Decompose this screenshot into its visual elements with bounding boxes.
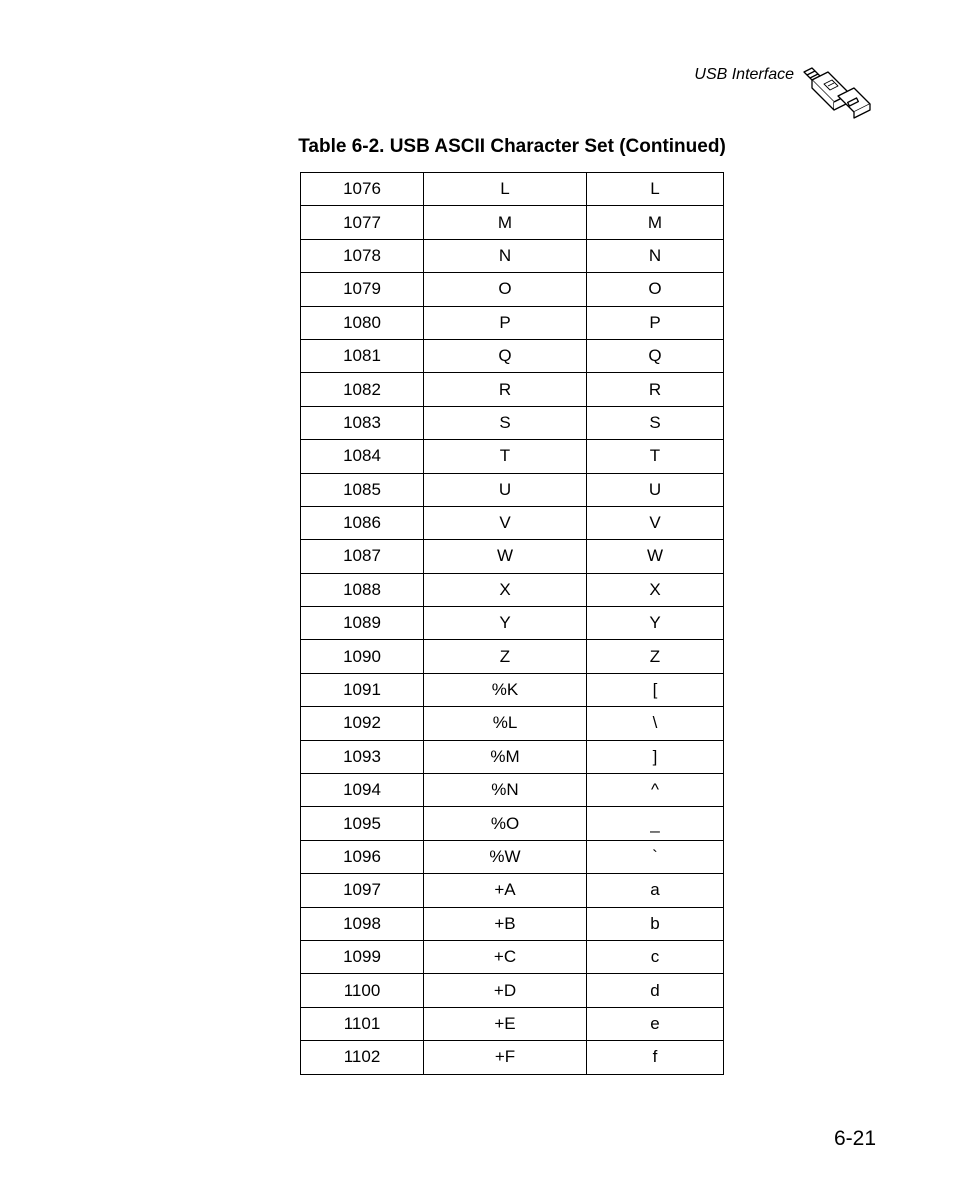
ascii-value-cell: 1101 (301, 1007, 424, 1040)
table-row (301, 306, 724, 339)
ascii-value-cell: 1091 (301, 673, 424, 706)
ascii-value-cell: 1078 (301, 239, 424, 272)
character-cell: d (587, 974, 724, 1007)
ascii-value-cell: 1093 (301, 740, 424, 773)
character-cell: L (587, 173, 724, 206)
ascii-value-cell: 1086 (301, 506, 424, 539)
table-row (301, 406, 724, 439)
table-row (301, 440, 724, 473)
keystroke-cell: %K (424, 673, 587, 706)
keystroke-cell: Y (424, 607, 587, 640)
running-head-title: USB Interface (694, 66, 794, 83)
keystroke-cell: +E (424, 1007, 587, 1040)
character-cell: O (587, 273, 724, 306)
table-row (301, 840, 724, 873)
ascii-value-cell: 1083 (301, 406, 424, 439)
table-row (301, 807, 724, 840)
table-row (301, 740, 724, 773)
keystroke-cell: %W (424, 840, 587, 873)
character-cell: Q (587, 339, 724, 372)
character-cell: X (587, 573, 724, 606)
keystroke-cell: N (424, 239, 587, 272)
ascii-value-cell: 1077 (301, 206, 424, 239)
table-row (301, 540, 724, 573)
keystroke-cell: %O (424, 807, 587, 840)
table-row (301, 339, 724, 372)
table-row (301, 206, 724, 239)
keystroke-cell: Z (424, 640, 587, 673)
character-cell: ] (587, 740, 724, 773)
ascii-value-cell: 1097 (301, 874, 424, 907)
keystroke-cell: Q (424, 339, 587, 372)
page-number: 6-21 (833, 1127, 876, 1150)
table-row (301, 774, 724, 807)
keystroke-cell: M (424, 206, 587, 239)
character-cell: ^ (587, 774, 724, 807)
character-cell: e (587, 1007, 724, 1040)
character-cell: [ (587, 673, 724, 706)
ascii-value-cell: 1079 (301, 273, 424, 306)
table-row (301, 573, 724, 606)
ascii-value-cell: 1089 (301, 607, 424, 640)
table-row (301, 640, 724, 673)
keystroke-cell: %N (424, 774, 587, 807)
ascii-value-cell: 1076 (301, 173, 424, 206)
keystroke-cell: +B (424, 907, 587, 940)
character-cell: T (587, 440, 724, 473)
table-row (301, 506, 724, 539)
character-cell: ` (587, 840, 724, 873)
character-cell: P (587, 306, 724, 339)
keystroke-cell: U (424, 473, 587, 506)
ascii-character-table (300, 172, 724, 1075)
keystroke-cell: W (424, 540, 587, 573)
keystroke-cell: %L (424, 707, 587, 740)
character-cell: N (587, 239, 724, 272)
ascii-value-cell: 1085 (301, 473, 424, 506)
ascii-value-cell: 1092 (301, 707, 424, 740)
ascii-value-cell: 1087 (301, 540, 424, 573)
table-row (301, 974, 724, 1007)
character-cell: b (587, 907, 724, 940)
keystroke-cell: L (424, 173, 587, 206)
keystroke-cell: +A (424, 874, 587, 907)
table-row (301, 1041, 724, 1074)
table-row (301, 907, 724, 940)
ascii-value-cell: 1081 (301, 339, 424, 372)
keystroke-cell: V (424, 506, 587, 539)
ascii-value-cell: 1096 (301, 840, 424, 873)
table-row (301, 1007, 724, 1040)
character-cell: Z (587, 640, 724, 673)
character-cell: Y (587, 607, 724, 640)
character-cell: R (587, 373, 724, 406)
ascii-value-cell: 1090 (301, 640, 424, 673)
ascii-value-cell: 1100 (301, 974, 424, 1007)
character-cell: c (587, 940, 724, 973)
table-row (301, 707, 724, 740)
ascii-value-cell: 1080 (301, 306, 424, 339)
ascii-value-cell: 1094 (301, 774, 424, 807)
table-row (301, 940, 724, 973)
character-cell: V (587, 506, 724, 539)
character-cell: U (587, 473, 724, 506)
keystroke-cell: +D (424, 974, 587, 1007)
ascii-value-cell: 1102 (301, 1041, 424, 1074)
character-cell: _ (587, 807, 724, 840)
table-row (301, 673, 724, 706)
keystroke-cell: R (424, 373, 587, 406)
character-cell: \ (587, 707, 724, 740)
character-cell: a (587, 874, 724, 907)
ascii-value-cell: 1088 (301, 573, 424, 606)
ascii-value-cell: 1084 (301, 440, 424, 473)
keystroke-cell: X (424, 573, 587, 606)
ascii-value-cell: 1095 (301, 807, 424, 840)
keystroke-cell: +C (424, 940, 587, 973)
table-row (301, 239, 724, 272)
character-cell: f (587, 1041, 724, 1074)
table-row (301, 874, 724, 907)
table-row (301, 173, 724, 206)
table-title: Table 6-2. USB ASCII Character Set (Continued) (298, 136, 726, 157)
keystroke-cell: +F (424, 1041, 587, 1074)
table-row (301, 273, 724, 306)
character-cell: S (587, 406, 724, 439)
keystroke-cell: S (424, 406, 587, 439)
table-row (301, 473, 724, 506)
usb-connector-icon (798, 66, 878, 134)
table-row (301, 373, 724, 406)
keystroke-cell: P (424, 306, 587, 339)
table-row (301, 607, 724, 640)
keystroke-cell: T (424, 440, 587, 473)
ascii-value-cell: 1099 (301, 940, 424, 973)
keystroke-cell: O (424, 273, 587, 306)
keystroke-cell: %M (424, 740, 587, 773)
character-cell: M (587, 206, 724, 239)
ascii-value-cell: 1098 (301, 907, 424, 940)
ascii-value-cell: 1082 (301, 373, 424, 406)
table-body (301, 173, 724, 1075)
character-cell: W (587, 540, 724, 573)
